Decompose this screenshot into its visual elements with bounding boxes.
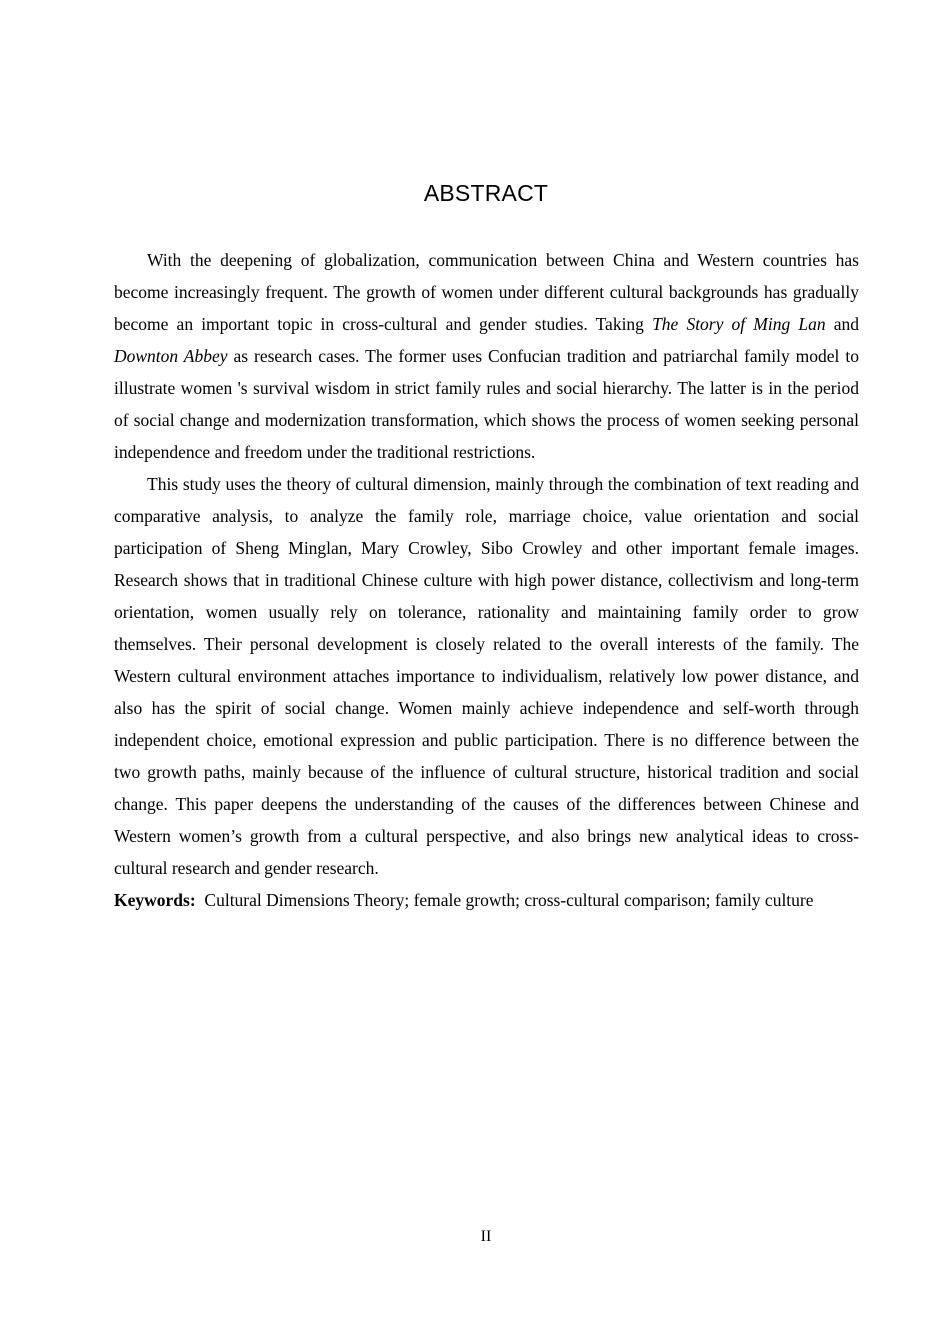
paragraph-1-text-b: and: [825, 314, 859, 334]
work-title-ming-lan: The Story of Ming Lan: [652, 314, 826, 334]
abstract-title: ABSTRACT: [423, 180, 549, 206]
abstract-paragraph-1: [114, 244, 859, 468]
abstract-paragraph-2: This study uses the theory of cultural dimension, mainly through the combination of text reading and comparative analysis, to analyze the family role, marriage choice, value orientation and social participation of Sheng Minglan, Mary Crowley, Sibo Crowley and other important female images. Research shows that in traditional Chinese culture with high power distance, collectivism and long-term orientation, women usually rely on tolerance, rationality and maintaining family order to grow themselves. Their personal development is closely related to the overall interests of the family. The Western cultural environment attaches importance to individualism, relatively low power distance, and also has the spirit of social change. Women mainly achieve independence and self-worth through independent choice, emotional expression and public participation. There is no difference between the two growth paths, mainly because of the influence of cultural structure, historical tradition and social change. This paper deepens the understanding of the causes of the differences between Chinese and Western women’s growth from a cultural perspective, and also brings new analytical ideas to cross-cultural research and gender research.: [114, 474, 859, 878]
page-number: II: [480, 1228, 492, 1245]
keywords-label: Keywords:: [114, 890, 196, 910]
keywords-text: Cultural Dimensions Theory; female growth; cross-cultural comparison; family culture: [204, 890, 814, 910]
abstract-body: [114, 244, 859, 916]
keywords-block: [114, 884, 859, 916]
work-title-downton-abbey: Downton Abbey: [114, 346, 228, 366]
keywords-row: [114, 884, 859, 916]
paragraph-1-text-c: as research cases. The former uses Confucian tradition and patriarchal family model to illustrate women 's survival wisdom in strict family rules and social hierarchy. The latter is in the period of social change and modernization transformation, which shows the process of women seeking personal independence and freedom under the traditional restrictions.: [114, 346, 859, 462]
paragraph-1-text-a: With the deepening of globalization, communication between China and Western countries has become increasingly frequent. The growth of women under different cultural backgrounds has gradually become an important topic in cross-cultural and gender studies. Taking: [114, 250, 859, 334]
